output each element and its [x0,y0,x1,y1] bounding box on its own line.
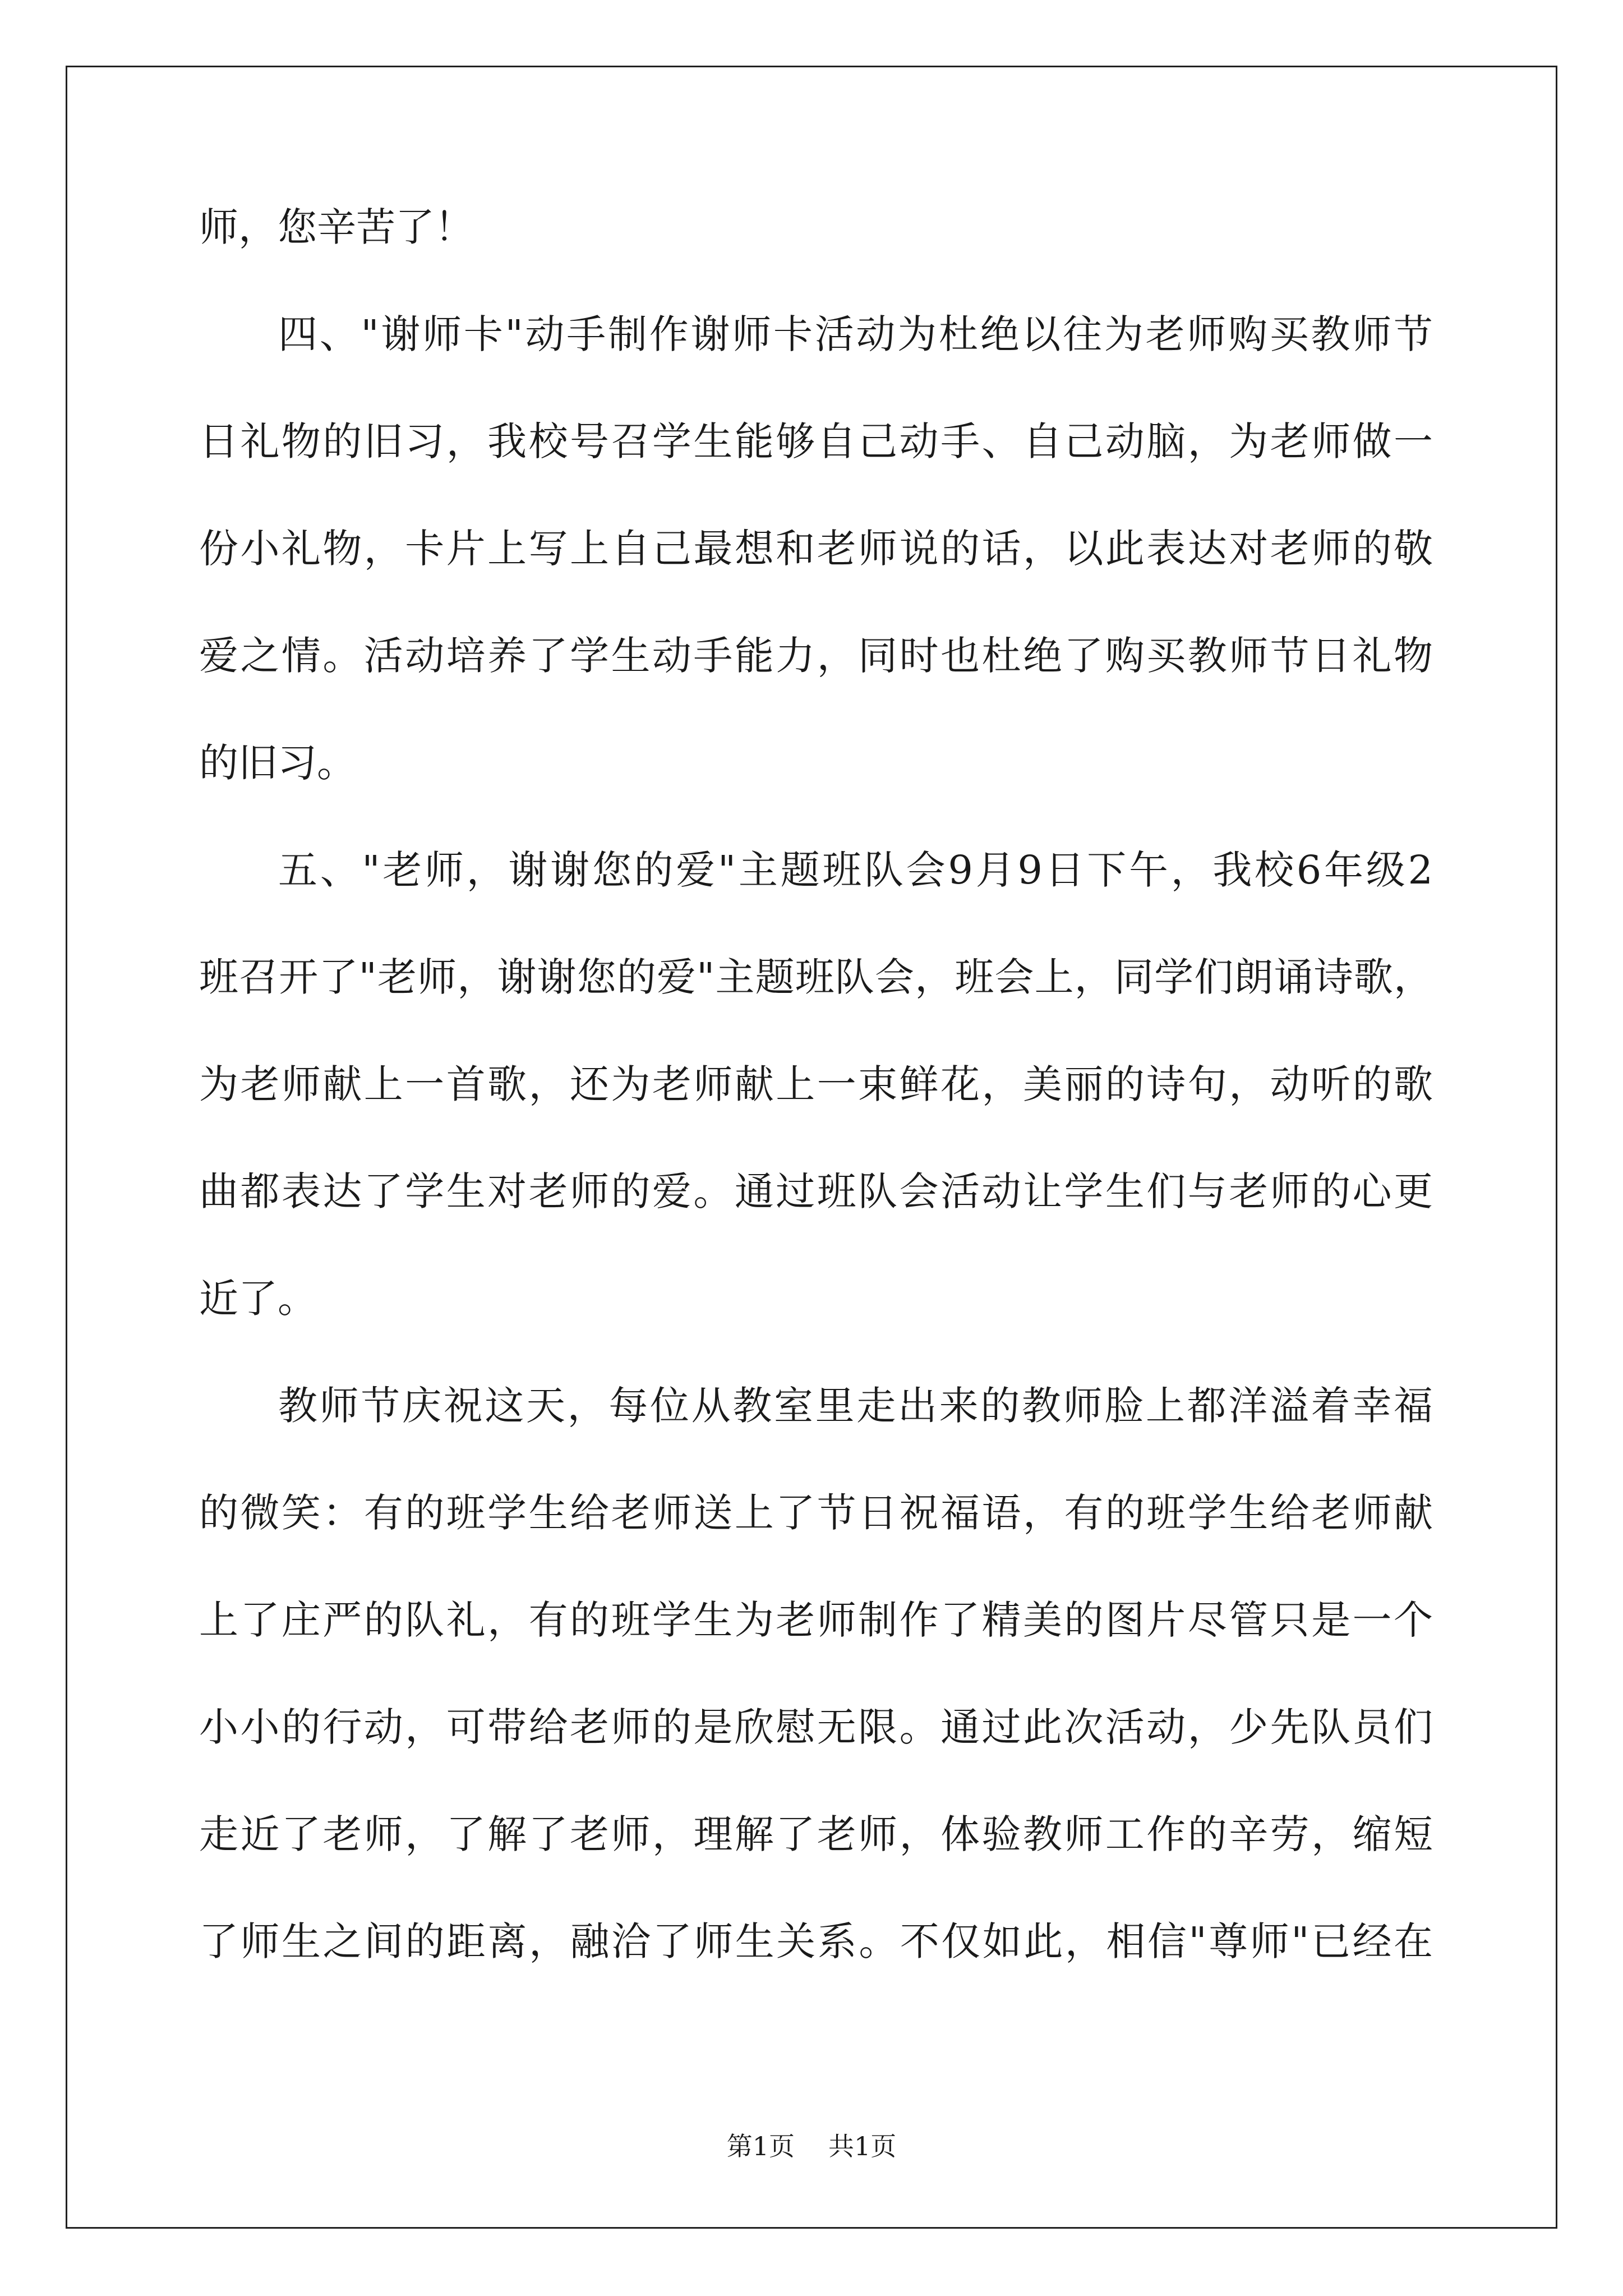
text-line: 为老师献上一首歌，还为老师献上一束鲜花，美丽的诗句，动听的歌 [199,1061,1433,1107]
text-line: 师，您辛苦了！ [199,204,474,250]
text-line: 五、"老师，谢谢您的爱"主题班队会9月9日下午，我校6年级2 [278,847,1433,893]
text-line: 班召开了"老师，谢谢您的爱"主题班队会，班会上，同学们朗诵诗歌， [199,954,1433,1000]
text-line: 爱之情。活动培养了学生动手能力，同时也杜绝了购买教师节日礼物 [199,633,1433,679]
text-line: 了师生之间的距离，融洽了师生关系。不仅如此，相信"尊师"已经在 [199,1918,1433,1964]
text-line: 小小的行动，可带给老师的是欣慰无限。通过此次活动，少先队员们 [199,1704,1433,1750]
text-line: 曲都表达了学生对老师的爱。通过班队会活动让学生们与老师的心更 [199,1168,1433,1214]
page-footer [0,2126,1623,2163]
page-total: 共1页 [828,2131,897,2161]
page-number: 第1页 [726,2131,795,2161]
text-line: 走近了老师，了解了老师，理解了老师，体验教师工作的辛劳，缩短 [199,1811,1433,1857]
text-line: 的微笑：有的班学生给老师送上了节日祝福语，有的班学生给老师献 [199,1490,1433,1536]
text-line: 四、"谢师卡"动手制作谢师卡活动为杜绝以往为老师购买教师节 [278,311,1433,357]
text-line: 教师节庆祝这天，每位从教室里走出来的教师脸上都洋溢着幸福 [278,1383,1433,1429]
text-line: 日礼物的旧习，我校号召学生能够自己动手、自己动脑，为老师做一 [199,418,1433,464]
text-line: 份小礼物，卡片上写上自己最想和老师说的话，以此表达对老师的敬 [199,526,1433,572]
text-line: 上了庄严的队礼，有的班学生为老师制作了精美的图片尽管只是一个 [199,1597,1433,1643]
text-line: 的旧习。 [199,740,356,786]
document-body [199,204,1433,2029]
text-line: 近了。 [199,1276,317,1322]
